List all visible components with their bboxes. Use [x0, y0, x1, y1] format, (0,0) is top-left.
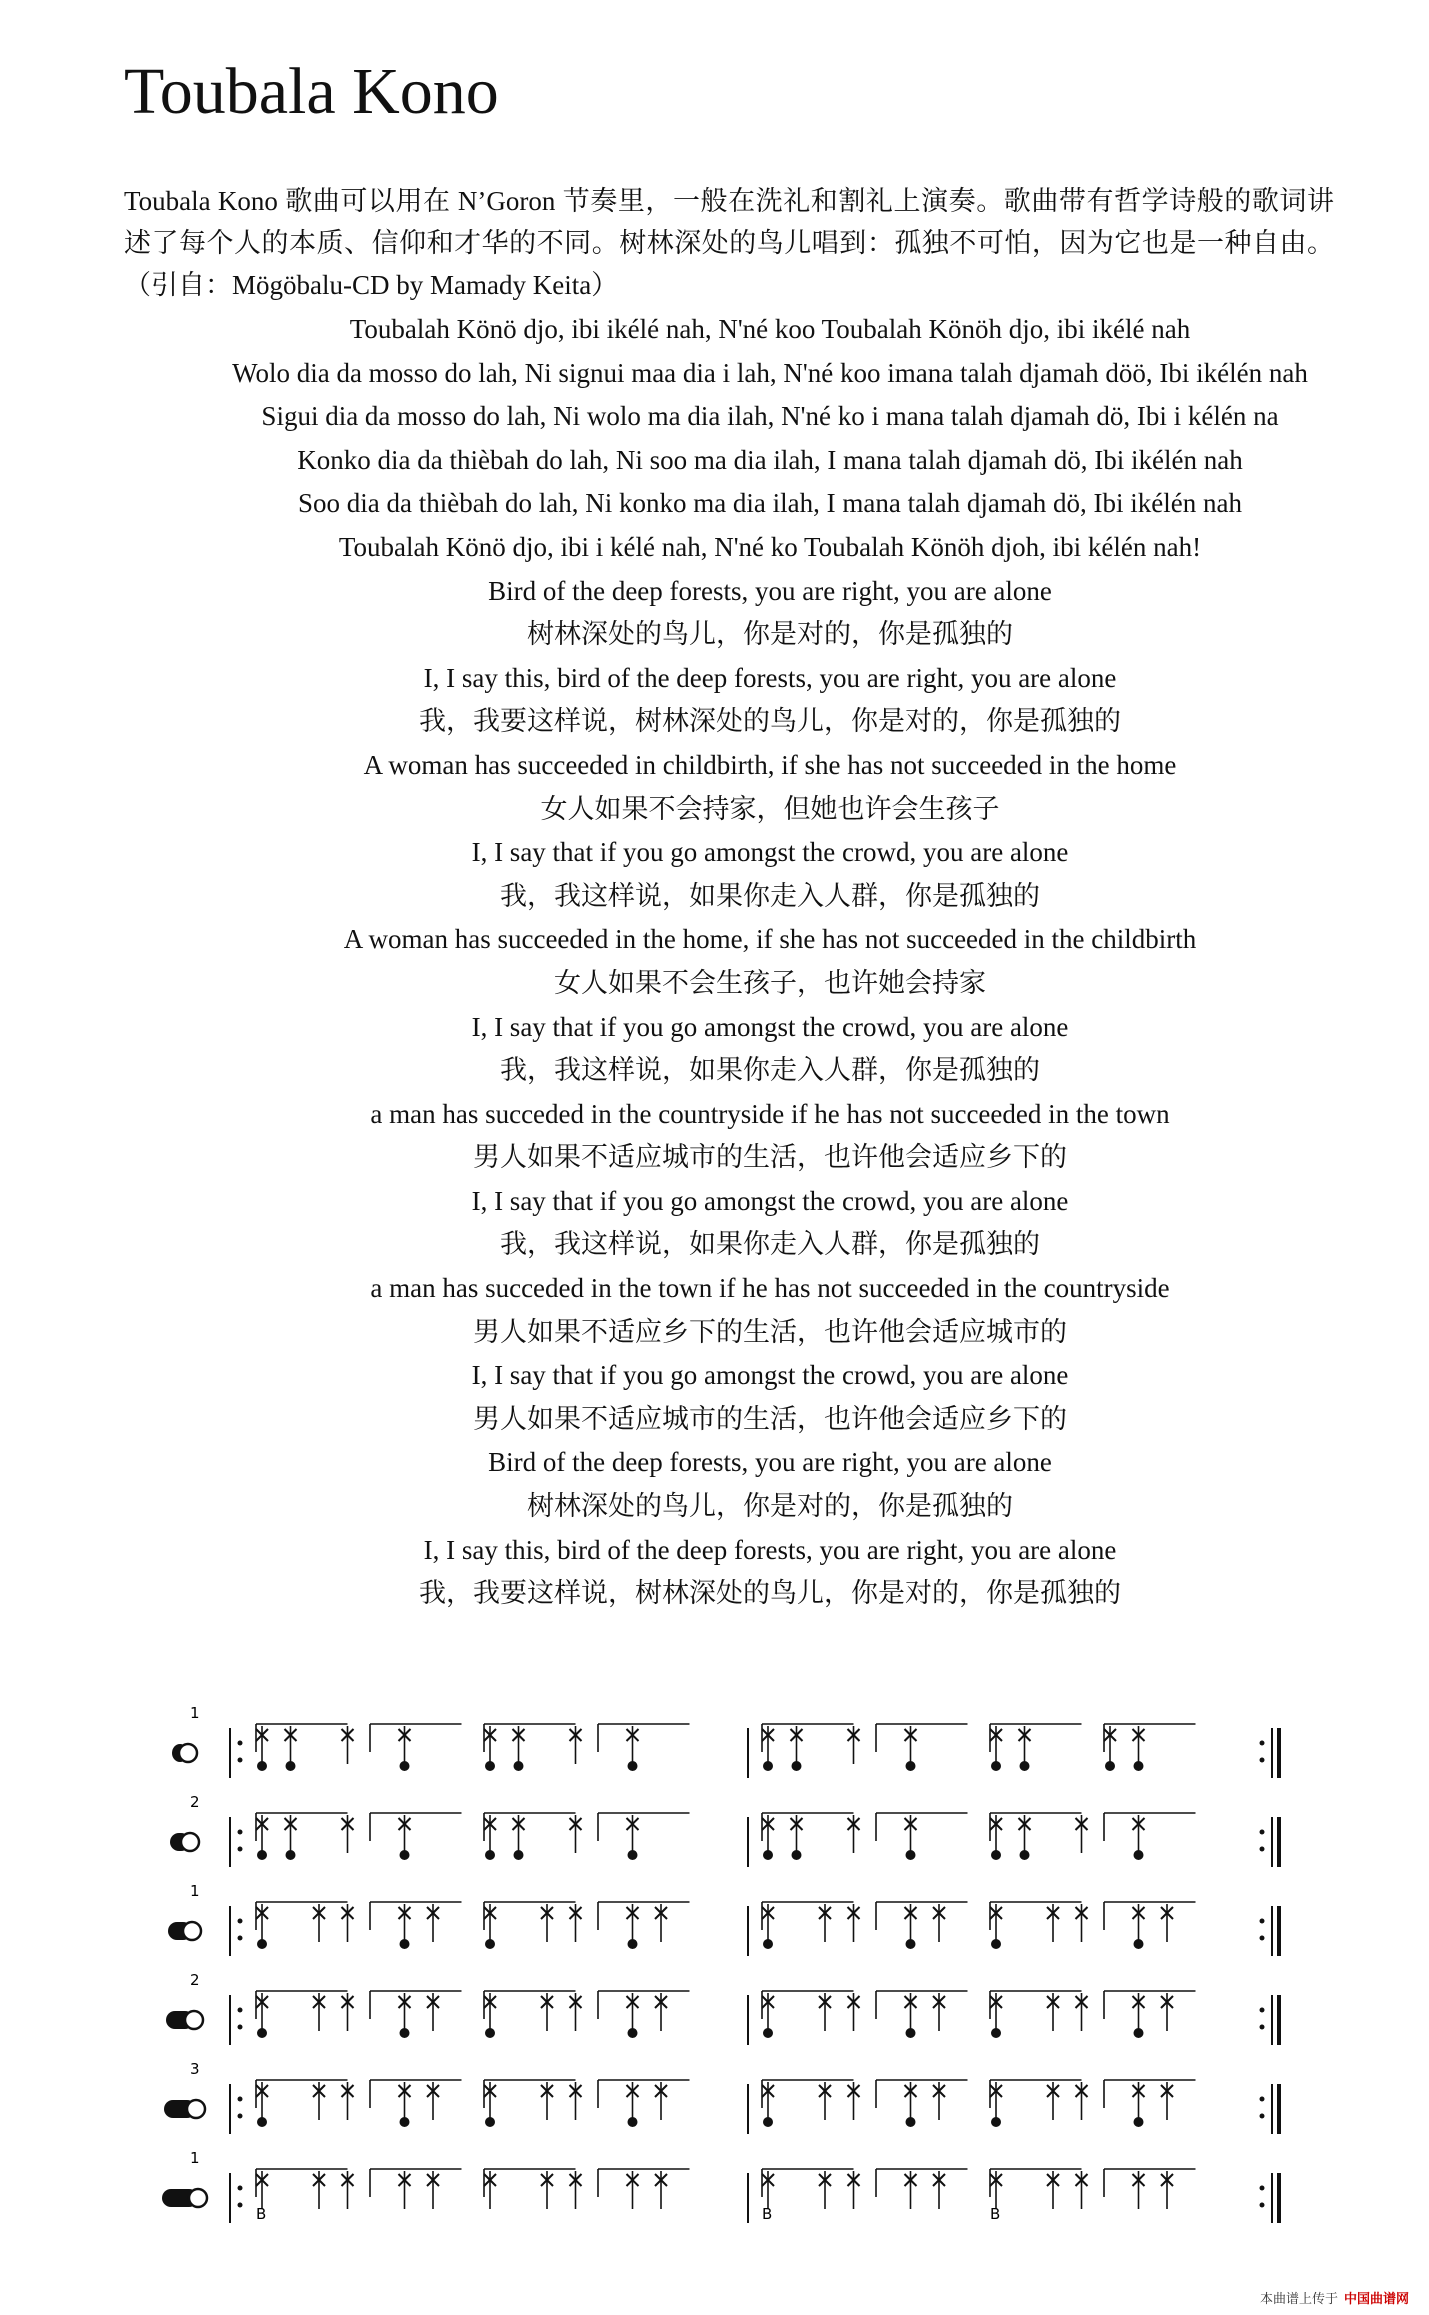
note-head [257, 1850, 267, 1860]
note-head [792, 1850, 802, 1860]
note-head [763, 2028, 773, 2038]
note-head [400, 1761, 410, 1771]
lyric-line: Toubalah Könö djo, ibi ikélé nah, N'né koo Toubalah Könöh djo, ibi ikélé nah [349, 314, 1191, 344]
bell-label: B [990, 2205, 1001, 2223]
note-head [257, 1939, 267, 1949]
drum-icon [187, 2100, 205, 2118]
repeat-dot [238, 1919, 243, 1924]
lyric-line: I, I say that if you go amongst the crowd, you are alone [471, 1360, 1069, 1391]
repeat-dot [1260, 1936, 1265, 1941]
staff-number: 2 [190, 1793, 200, 1811]
note-head [906, 1939, 916, 1949]
note-head [991, 2117, 1001, 2127]
lyric-line: A woman has succeeded in the home, if she has not succeeded in the childbirth [343, 924, 1197, 955]
lyric-line: 男人如果不适应城市的生活，也许他会适应乡下的 [473, 1142, 1067, 1173]
repeat-dot [238, 1847, 243, 1852]
lyric-line: I, I say that if you go amongst the crowd, you are alone [471, 1185, 1069, 1216]
repeat-dot [238, 2008, 243, 2013]
lyric-line: Sigui dia da mosso do lah, Ni wolo ma dia ilah, N'né ko i mana talah djamah dö, Ibi i kélén na [261, 401, 1279, 432]
drum-icon [185, 2011, 203, 2029]
note-head [792, 1761, 802, 1771]
note-head [1134, 1850, 1144, 1860]
lyric-line: I, I say this, bird of the deep forests, you are right, you are alone [423, 1534, 1117, 1565]
repeat-dot [1260, 2008, 1265, 2013]
repeat-dot [1260, 1758, 1265, 1763]
lyric-line: Toubalah Könö djo, ibi i kélé nah, N'né ko Toubalah Könöh djoh, ibi kélén nah! [338, 531, 1202, 562]
lyric-line: 我，我这样说，如果你走入人群，你是孤独的 [500, 1229, 1040, 1260]
lyric-line: I, I say that if you go amongst the crowd, you are alone [471, 1011, 1069, 1042]
drum-icon [181, 1833, 199, 1851]
note-head [628, 1939, 638, 1949]
note-head [257, 1761, 267, 1771]
note-head [763, 1850, 773, 1860]
repeat-dot [238, 2186, 243, 2191]
site-logo: 中国曲谱网 [1343, 2292, 1409, 2307]
note-head [906, 1761, 916, 1771]
lyric-line: Konko dia da thièbah do lah, Ni soo ma dia ilah, I mana talah djamah dö, Ibi ikélén nah [297, 444, 1243, 475]
note-head [1134, 2117, 1144, 2127]
note-head [1020, 1850, 1030, 1860]
note-head [628, 1850, 638, 1860]
lyrics-block [200, 308, 1340, 1616]
lyric-line: Soo dia da thièbah do lah, Ni konko ma dia ilah, I mana talah djamah dö, Ibi ikélén nah [298, 488, 1242, 519]
repeat-dot [238, 2097, 243, 2102]
repeat-dot [1260, 1919, 1265, 1924]
repeat-dot [238, 2025, 243, 2030]
repeat-dot [1260, 1830, 1265, 1835]
note-head [400, 1939, 410, 1949]
repeat-dot [238, 1830, 243, 1835]
drum-icon [189, 2189, 207, 2207]
drum-icon [183, 1922, 201, 1940]
note-head [400, 2028, 410, 2038]
drum-icon [179, 1744, 197, 1762]
note-head [763, 1939, 773, 1949]
note-head [485, 1939, 495, 1949]
repeat-dot [1260, 2203, 1265, 2208]
note-head [257, 2117, 267, 2127]
note-head [1134, 2028, 1144, 2038]
intro-paragraph: Toubala Kono 歌曲可以用在 N’Goron 节奏里，一般在洗礼和割礼上演奏。歌曲带有哲学诗般的歌词讲述了每个人的本质、信仰和才华的不同。树林深处的鸟儿唱到：孤独不可怕，因为它也是一种自由。（引自：Mögöbalu-CD by Mamady Keita） [124, 186, 1334, 300]
note-head [400, 1850, 410, 1860]
repeat-dot [1260, 1741, 1265, 1746]
repeat-dot [238, 1741, 243, 1746]
staff-number: 1 [190, 1882, 200, 1900]
lyric-line: I, I say that if you go amongst the crowd, you are alone [471, 837, 1069, 868]
drum-score [0, 1700, 1429, 2260]
drum-score-svg [0, 1700, 1429, 2260]
repeat-dot [238, 2114, 243, 2119]
note-head [257, 2028, 267, 2038]
note-head [1020, 1761, 1030, 1771]
note-head [1105, 1761, 1115, 1771]
lyric-line: 男人如果不适应城市的生活，也许他会适应乡下的 [473, 1403, 1067, 1434]
lyric-line: 女人如果不会生孩子，也许她会持家 [554, 967, 986, 998]
note-head [628, 2028, 638, 2038]
note-head [906, 2117, 916, 2127]
note-head [991, 1850, 1001, 1860]
note-head [286, 1761, 296, 1771]
note-head [485, 2028, 495, 2038]
lyric-line: Wolo dia da mosso do lah, Ni signui maa dia i lah, N'né koo imana talah djamah döö, Ibi ikélén nah [232, 357, 1308, 388]
repeat-dot [1260, 2025, 1265, 2030]
note-head [991, 1939, 1001, 1949]
note-head [514, 1761, 524, 1771]
note-head [628, 2117, 638, 2127]
lyric-line: a man has succeded in the countryside if he has not succeeded in the town [370, 1098, 1170, 1129]
repeat-dot [238, 2203, 243, 2208]
note-head [763, 1761, 773, 1771]
note-head [514, 1850, 524, 1860]
footer-text: 本曲谱上传于 [1259, 2292, 1338, 2307]
staff-number: 2 [190, 1971, 200, 1989]
lyric-line: I, I say this, bird of the deep forests, you are right, you are alone [423, 662, 1117, 693]
note-head [485, 1761, 495, 1771]
repeat-dot [1260, 2186, 1265, 2191]
note-head [1134, 1939, 1144, 1949]
repeat-dot [238, 1758, 243, 1763]
lyric-line: 我，我要这样说，树林深处的鸟儿，你是对的，你是孤独的 [419, 706, 1121, 737]
note-head [485, 1850, 495, 1860]
lyric-line: 树林深处的鸟儿，你是对的，你是孤独的 [527, 1491, 1013, 1522]
song-title: Toubala Kono [124, 55, 499, 128]
lyric-line: A woman has succeeded in childbirth, if she has not succeeded in the home [363, 749, 1177, 780]
note-head [1134, 1761, 1144, 1771]
staff-number: 1 [190, 1704, 200, 1722]
lyric-line: a man has succeded in the town if he has not succeeded in the countryside [370, 1273, 1170, 1304]
note-head [485, 2117, 495, 2127]
note-head [906, 1850, 916, 1860]
lyric-line: 我，我这样说，如果你走入人群，你是孤独的 [500, 880, 1040, 911]
repeat-dot [1260, 1847, 1265, 1852]
note-head [991, 2028, 1001, 2038]
repeat-dot [238, 1936, 243, 1941]
lyric-line: 男人如果不适应乡下的生活，也许他会适应城市的 [473, 1316, 1067, 1347]
lyric-line: 我，我要这样说，树林深处的鸟儿，你是对的，你是孤独的 [419, 1578, 1121, 1609]
staff-number: 3 [190, 2060, 200, 2078]
bell-label: B [762, 2205, 773, 2223]
lyric-line: Bird of the deep forests, you are right, you are alone [488, 1447, 1052, 1478]
note-head [400, 2117, 410, 2127]
note-head [991, 1761, 1001, 1771]
staff-number: 1 [190, 2149, 200, 2167]
note-head [906, 2028, 916, 2038]
lyric-line: 我，我这样说，如果你走入人群，你是孤独的 [500, 1055, 1040, 1086]
lyric-line: 树林深处的鸟儿，你是对的，你是孤独的 [527, 619, 1013, 650]
repeat-dot [1260, 2097, 1265, 2102]
note-head [763, 2117, 773, 2127]
lyric-line: 女人如果不会持家，但她也许会生孩子 [540, 793, 1000, 824]
bell-label: B [256, 2205, 267, 2223]
repeat-dot [1260, 2114, 1265, 2119]
footer-credit [1260, 2288, 1409, 2307]
note-head [628, 1761, 638, 1771]
lyric-line: Bird of the deep forests, you are right, you are alone [488, 575, 1052, 606]
note-head [286, 1850, 296, 1860]
